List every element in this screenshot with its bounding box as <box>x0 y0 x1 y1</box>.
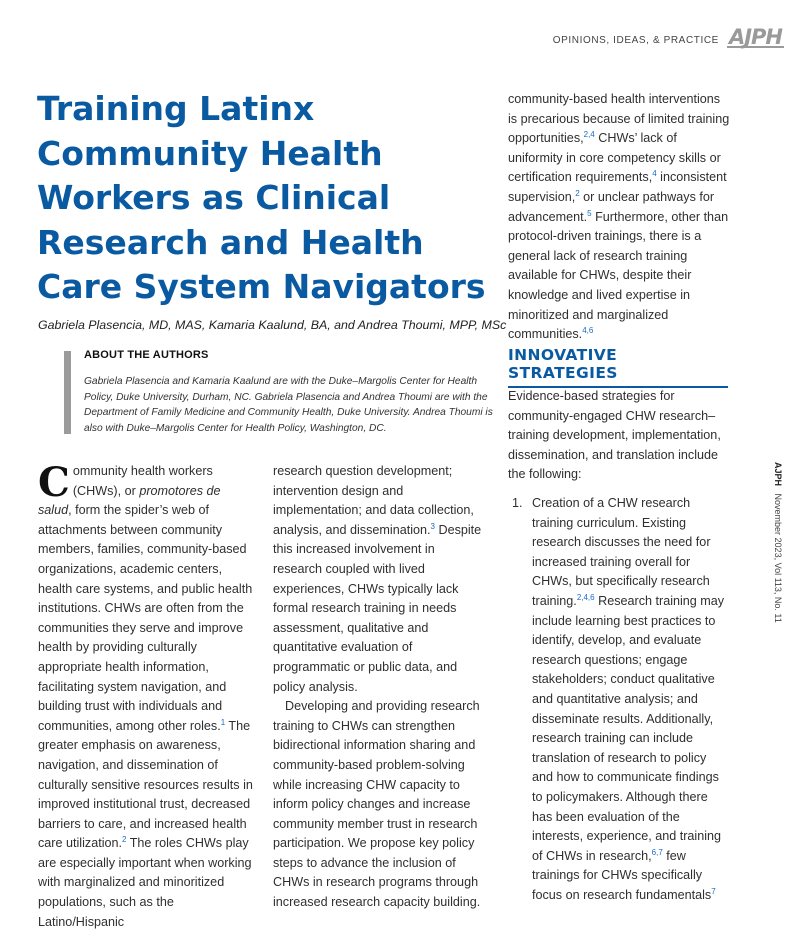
journal-logo: AJPH <box>728 25 782 49</box>
list-item: Creation of a CHW research training curriculum. Existing research discusses the need for increased training overall for CHWs, but specifically research training.$^{2,4,6}$ Research training may include learning best practices to identify, develop, and evaluate research questions; engage stakeholders; conduct qualitative and quantitative analysis; and disseminate results. Additionally, research training can include translation of research to policy and how to communicate findings to policymakers. Although there has been evaluation of the interests, experience, and training of CHWs in research,$^{6,7}$ few trainings for CHWs specifically focus on research fundamentals$^7$ <box>532 496 725 902</box>
reference-link[interactable]: 2 <box>575 188 580 198</box>
journal-sidebar <box>769 462 783 632</box>
title-line: Research and Health <box>37 222 424 262</box>
reference-link[interactable]: 5 <box>587 208 592 218</box>
intro-paragraph: Community health workers (CHWs), or promotores de salud, form the spider’s web of attachments between community members, families, community-based organizations, academic centers, health care systems, and public health institutions. CHWs are often from the communities they serve and improve health by providing culturally appropriate health information, facilitating system navigation, and building trust with individuals and communities, among other roles.$^1$ The greater emphasis on awareness, navigation, and dissemination of culturally sensitive resources results in improved institutional trust, decreased barriers to care, and increased health care utilization.$^2$ The roles CHWs play are especially important when working with marginalized and minoritized populations, such as the Latino/Hispanic <box>38 459 253 929</box>
reference-link[interactable]: 2,4 <box>583 130 595 139</box>
body-column-1 <box>38 459 256 932</box>
sidebar-journal: AJPH <box>773 462 783 487</box>
drop-cap: C <box>38 459 70 506</box>
paragraph: Developing and providing research training to CHWs can strengthen bidirectional information sharing and community-based problem-solving while increasing CHW capacity to inform policy changes and increase community member trust in research participation. We propose key policy steps to advance the inclusion of CHWs in research programs through increased research capacity building. <box>273 699 481 910</box>
sidebar-issue: November 2023, Vol 113, No. 11 <box>773 493 783 623</box>
reference-link[interactable]: 2 <box>122 835 127 845</box>
title-line: Community Health <box>37 133 383 173</box>
paragraph: community-based health interventions is precarious because of limited training opportunities,$^{2,4}$ CHWs’ lack of uniformity in core competency skills or certification requirements,$^4$ inconsistent supervision,$^2$ or unclear pathways for advancement.$^5$ Furthermore, other than protocol-driven trainings, there is a general lack of research training available for CHWs, despite their knowledge and lived expertise in minoritized and marginalized communities.$^{4,6}$ <box>508 92 730 342</box>
reference-link[interactable]: 4 <box>652 169 657 179</box>
body-column-2 <box>273 462 485 913</box>
reference-link[interactable]: 4,6 <box>582 325 594 335</box>
strategy-list <box>508 494 730 905</box>
reference-link[interactable]: 6,7 <box>651 847 663 857</box>
sidebar-citation <box>773 462 783 623</box>
title-line: Care System Navigators <box>37 267 486 306</box>
article-title <box>37 87 487 310</box>
section-label: OPINIONS, IDEAS, & PRACTICE <box>552 34 719 46</box>
reference-link[interactable]: 3 <box>430 521 435 531</box>
author-list: Gabriela Plasencia, MD, MAS, Kamaria Kaalund, BA, and Andrea Thoumi, MPP, MSc <box>38 318 507 332</box>
about-divider-bar <box>64 351 71 434</box>
paragraph: Evidence-based strategies for community-engaged CHW research–training development, implementation, dissemination, and translation include the following: <box>508 389 721 482</box>
paragraph: research question development; intervention design and implementation; and data collection, analysis, and dissemination.$^3$ Despite this increased involvement in research coupled with lived experiences, CHWs typically lack formal research training in needs assessment, qualitative and quantitative evaluation of programmatic or public data, and policy analysis. <box>273 464 482 694</box>
list-number: 1. <box>512 496 523 510</box>
reference-link[interactable]: 2,4,6 <box>576 592 595 602</box>
about-text: Gabriela Plasencia and Kamaria Kaalund are with the Duke–Margolis Center for Health Policy, Duke University, Durham, NC. Gabriela Plasencia and Andrea Thoumi are with the Department of Family Medicine and Community Health, Duke University. Andrea Thoumi is also with Duke–Margolis Center for Health Policy, Washington, DC. <box>84 376 493 434</box>
section-heading: INNOVATIVE STRATEGIES <box>508 346 728 388</box>
reference-link[interactable]: 7 <box>711 886 716 896</box>
title-line: Training Latinx <box>37 89 315 128</box>
about-heading: ABOUT THE AUTHORS <box>84 349 209 361</box>
body-column-3 <box>508 90 730 345</box>
running-header <box>552 25 784 49</box>
section-intro <box>508 387 730 485</box>
title-line: Workers as Clinical <box>37 178 391 217</box>
reference-link[interactable]: 1 <box>220 717 226 727</box>
